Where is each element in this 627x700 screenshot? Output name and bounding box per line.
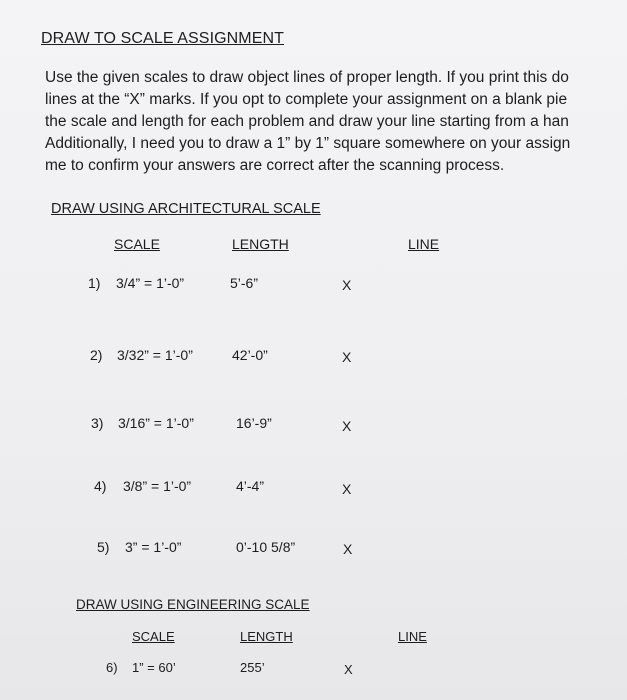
problem-number: 1): [88, 275, 101, 291]
instruction-line-3: the scale and length for each problem and draw your line starting from a han: [45, 113, 569, 130]
line-start-mark: X: [342, 481, 352, 497]
problem-scale: 3/32” = 1’-0”: [117, 347, 193, 363]
architectural-col-scale: SCALE: [114, 236, 160, 252]
problem-scale: 3” = 1’-0”: [125, 539, 182, 555]
problem-number: 5): [97, 539, 110, 555]
line-start-mark: X: [342, 349, 352, 365]
engineering-col-length: LENGTH: [240, 629, 293, 644]
problem-scale: 1” = 60’: [132, 660, 176, 675]
engineering-section-heading: DRAW USING ENGINEERING SCALE: [76, 597, 310, 612]
problem-length: 42’-0”: [232, 347, 268, 363]
problem-length: 16’-9”: [236, 415, 272, 431]
problem-length: 4’-4”: [236, 478, 265, 494]
problem-scale: 3/8” = 1’-0”: [123, 478, 192, 494]
page-title: DRAW TO SCALE ASSIGNMENT: [41, 30, 285, 47]
problem-length: 0’-10 5/8”: [236, 539, 296, 555]
problem-number: 4): [94, 478, 107, 494]
problem-scale: 3/16” = 1’-0”: [118, 415, 194, 431]
problem-scale: 3/4” = 1’-0”: [116, 275, 185, 291]
instruction-line-1: Use the given scales to draw object lines of proper length. If you print this do: [45, 69, 569, 86]
architectural-section-heading: DRAW USING ARCHITECTURAL SCALE: [51, 201, 321, 217]
instruction-line-5: me to confirm your answers are correct after the scanning process.: [45, 157, 505, 174]
line-start-mark: X: [342, 277, 352, 293]
problem-length: 255’: [240, 660, 265, 675]
line-start-mark: X: [344, 662, 353, 677]
line-start-mark: X: [342, 418, 352, 434]
architectural-col-line: LINE: [408, 236, 440, 252]
instruction-line-4: Additionally, I need you to draw a 1” by 1” square somewhere on your assign: [45, 135, 571, 152]
engineering-col-line: LINE: [398, 629, 427, 644]
problem-number: 2): [90, 347, 103, 363]
problem-length: 5’-6”: [230, 275, 259, 291]
instruction-line-2: lines at the “X” marks. If you opt to complete your assignment on a blank pie: [45, 91, 568, 108]
problem-number: 3): [91, 415, 104, 431]
line-start-mark: X: [343, 541, 353, 557]
problem-number: 6): [106, 660, 118, 675]
architectural-col-length: LENGTH: [232, 236, 289, 252]
engineering-col-scale: SCALE: [132, 629, 175, 644]
